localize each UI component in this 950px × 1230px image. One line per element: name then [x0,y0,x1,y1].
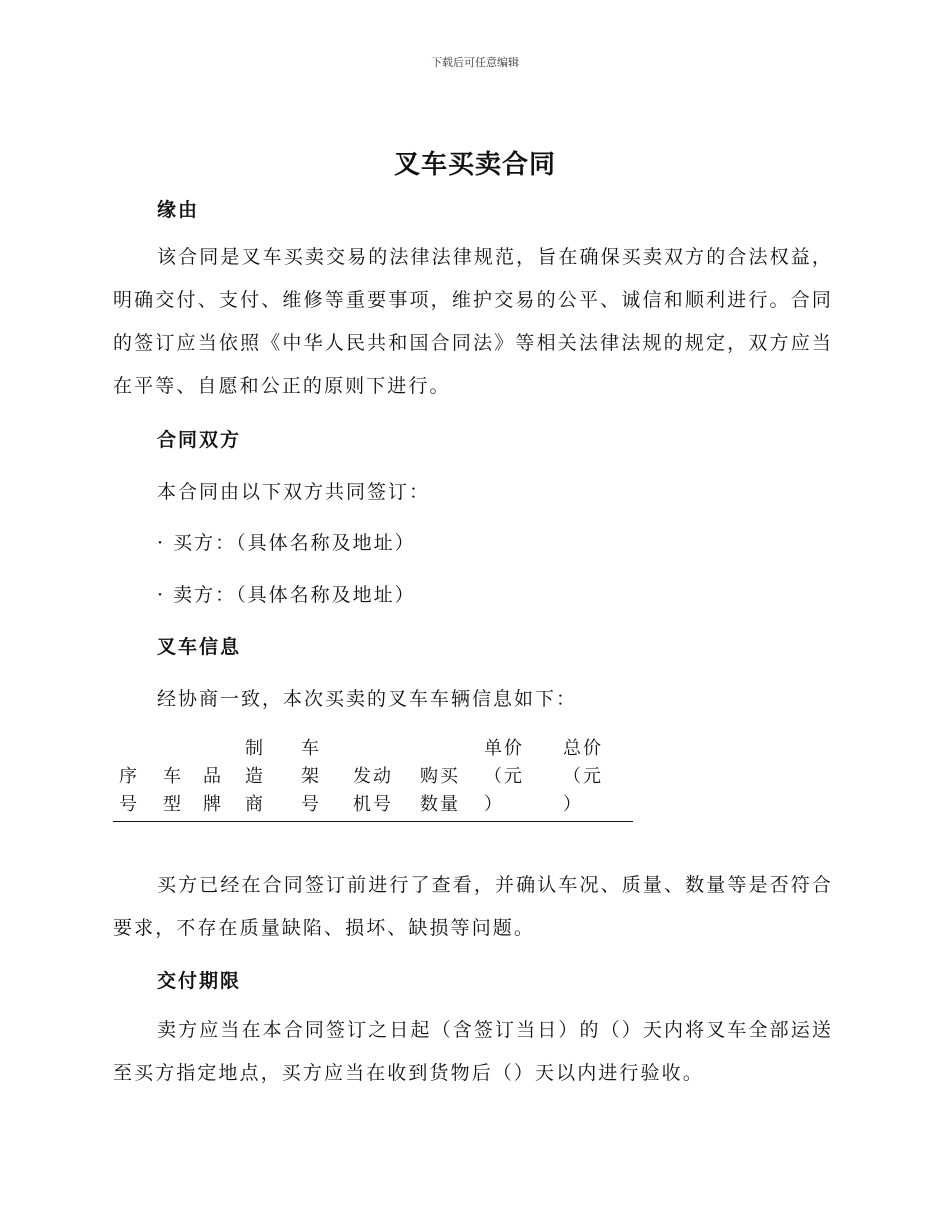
section-heading-parties: 合同双方 [157,429,242,451]
parties-intro: 本合同由以下双方共同签订： [157,481,431,503]
column-header: 制 造 商 [245,738,265,815]
section-heading-delivery: 交付期限 [157,970,242,992]
column-header: 总价 （元 ） [563,738,603,815]
forklift-intro: 经协商一致，本次买卖的叉车车辆信息如下： [157,688,578,710]
vehicle-info-table [113,735,633,822]
delivery-paragraph: 卖方应当在本合同签订之日起（含签订当日）的（）天内将叉车全部运送至买方指定地点，买方应当在收到货物后（）天以内进行验收。 [113,1019,833,1084]
column-header: 单价 （元 ） [484,738,524,815]
column-header: 购买 数量 [420,766,460,815]
column-header: 序 号 [119,766,139,815]
column-header: 品 牌 [203,766,223,815]
column-header: 车 架 号 [301,738,321,815]
section-heading-reason: 缘由 [157,199,200,221]
buyer-line: · 买方：（具体名称及地址） [157,532,416,554]
header-note: 下载后可任意编辑 [431,56,519,69]
seller-line: · 卖方：（具体名称及地址） [157,584,416,606]
inspection-paragraph: 买方已经在合同签订前进行了查看，并确认车况、质量、数量等是否符合要求，不存在质量缺陷、损坏、缺损等问题。 [113,874,833,939]
section-heading-forklift: 叉车信息 [157,636,242,658]
column-header: 发动 机号 [353,766,393,815]
document-title: 叉车买卖合同 [393,150,556,180]
column-header: 车 型 [163,766,183,815]
reason-paragraph: 该合同是叉车买卖交易的法律法律规范，旨在确保买卖双方的合法权益，明确交付、支付、维修等重要事项，维护交易的公平、诚信和顺利进行。合同的签订应当依照《中华人民共和国合同法》等相关法律法规的规定，双方应当在平等、自愿和公正的原则下进行。 [113,246,833,397]
